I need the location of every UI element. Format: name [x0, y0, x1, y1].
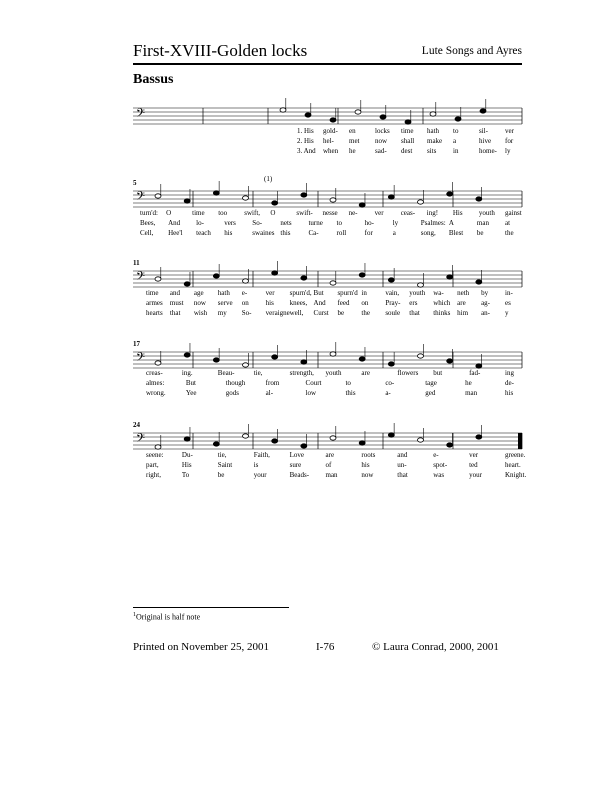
- lyric-syllable: en: [349, 127, 356, 135]
- bass-clef-icon: 𝄢: [136, 351, 146, 367]
- note-head: [305, 113, 311, 117]
- lyric-syllable: locks: [375, 127, 390, 135]
- note-head: [330, 118, 336, 122]
- lyric-syllable: wrong.: [146, 389, 166, 397]
- lyric-syllable: creas-: [146, 369, 163, 377]
- note-head: [272, 201, 278, 205]
- note-head: [243, 196, 249, 200]
- lyric-syllable: Court: [305, 379, 322, 387]
- note-head: [155, 194, 161, 198]
- note-head: [213, 442, 219, 446]
- lyric-syllable: thinks: [433, 309, 451, 317]
- lyric-syllable: song,: [420, 229, 436, 237]
- lyric-syllable: ver: [469, 451, 479, 459]
- staff-lines: [133, 189, 522, 211]
- lyric-syllable: ing!: [426, 209, 439, 217]
- lyric-syllable: heart.: [505, 461, 521, 469]
- lyric-syllable: Hee'l: [168, 229, 183, 237]
- note-head: [243, 279, 249, 283]
- lyric-syllable: man: [465, 389, 478, 397]
- lyric-syllable: Beads-: [289, 471, 310, 479]
- lyric-syllable: right,: [146, 471, 161, 479]
- lyric-syllable: gainst: [505, 209, 522, 217]
- note-head: [155, 361, 161, 365]
- lyric-syllable: knees,: [289, 299, 308, 307]
- staff: [133, 431, 522, 453]
- lyric-syllable: be: [337, 309, 345, 317]
- note-head: [301, 444, 307, 448]
- lyric-syllable: which: [433, 299, 451, 307]
- note-head: [184, 282, 190, 286]
- lyric-syllable: feed: [337, 299, 350, 307]
- note-head: [301, 193, 307, 197]
- lyric-syllable: a-: [385, 389, 391, 397]
- lyric-syllable: turn'd:: [140, 209, 158, 217]
- lyric-syllable: time: [146, 289, 159, 297]
- lyric-syllable: Saint: [217, 461, 233, 469]
- lyric-syllable: part,: [146, 461, 159, 469]
- lyric-syllable: y: [505, 309, 509, 317]
- header-rule: [133, 63, 522, 65]
- lyric-syllable: e-: [241, 289, 248, 297]
- lyric-syllable: time: [401, 127, 414, 135]
- note-head: [476, 364, 482, 368]
- note-head: [280, 108, 286, 112]
- bass-clef-icon: 𝄢: [136, 107, 146, 123]
- lyric-syllable: ly: [505, 147, 511, 155]
- lyric-syllable: he: [465, 379, 472, 387]
- note-head: [359, 441, 365, 445]
- lyric-syllable: His: [181, 461, 192, 469]
- lyric-syllable: turne: [308, 219, 323, 227]
- lyric-syllable: roots: [361, 451, 376, 459]
- note-head: [447, 359, 453, 363]
- note-head: [480, 109, 486, 113]
- lyric-syllable: Yee: [185, 389, 197, 397]
- note-head: [380, 115, 386, 119]
- note-head: [330, 436, 336, 440]
- lyric-syllable: 3. And: [297, 147, 316, 155]
- note-head: [213, 358, 219, 362]
- lyric-syllable: ly: [392, 219, 399, 227]
- lyric-syllable: spot-: [433, 461, 448, 469]
- lyric-syllable: nets: [280, 219, 292, 227]
- lyric-syllable: be: [217, 471, 225, 479]
- bass-clef-icon: 𝄢: [136, 432, 146, 448]
- collection-title: Lute Songs and Ayres: [421, 45, 522, 57]
- lyric-syllable: home-: [479, 147, 497, 155]
- lyric-syllable: of: [325, 461, 332, 469]
- lyric-syllable: time: [192, 209, 205, 217]
- lyric-syllable: fad-: [469, 369, 481, 377]
- lyric-syllable: serve: [217, 299, 233, 307]
- note-head: [476, 197, 482, 201]
- lyric-syllable: youth: [478, 209, 495, 217]
- note-head: [455, 117, 461, 121]
- lyric-syllable: ver: [265, 289, 275, 297]
- note-head: [359, 203, 365, 207]
- staff-lines: [133, 269, 522, 291]
- note-head: [155, 277, 161, 281]
- lyric-syllable: wa-: [433, 289, 444, 297]
- lyric-syllable: met: [349, 137, 360, 145]
- lyric-syllable: And: [313, 299, 326, 307]
- note-head: [405, 120, 411, 124]
- lyric-syllable: on: [241, 299, 249, 307]
- lyric-syllable: a: [392, 229, 396, 237]
- lyric-syllable: when: [323, 147, 339, 155]
- note-head: [272, 271, 278, 275]
- lyric-syllable: So-: [241, 309, 252, 317]
- copyright: © Laura Conrad, 2000, 2001: [372, 641, 499, 653]
- lyric-syllable: swaines: [252, 229, 275, 237]
- lyric-syllable: ing: [505, 369, 514, 377]
- lyric-syllable: are: [361, 369, 370, 377]
- lyric-syllable: spurn'd: [337, 289, 358, 297]
- lyric-syllable: almes:: [146, 379, 165, 387]
- lyric-syllable: ver: [505, 127, 514, 135]
- lyric-syllable: Du-: [181, 451, 193, 459]
- lyric-syllable: and: [169, 289, 181, 297]
- lyric-syllable: from: [265, 379, 280, 387]
- note-head: [184, 437, 190, 441]
- lyric-syllable: Curst: [313, 309, 329, 317]
- lyric-syllable: make: [427, 137, 443, 145]
- lyric-syllable: be: [476, 229, 484, 237]
- lyric-syllable: the: [505, 229, 514, 237]
- lyric-syllable: in: [361, 289, 367, 297]
- lyric-syllable: his: [505, 389, 514, 397]
- lyric-syllable: that: [409, 309, 420, 317]
- lyric-syllable: are: [457, 299, 466, 307]
- lyric-syllable: Bees,: [140, 219, 156, 227]
- page-number: I-76: [316, 641, 335, 653]
- note-head: [213, 274, 219, 278]
- staff: [133, 189, 522, 211]
- footnote: [133, 612, 200, 622]
- lyric-syllable: ho-: [364, 219, 374, 227]
- lyric-syllable: dest: [401, 147, 413, 155]
- lyric-syllable: A: [448, 219, 454, 227]
- lyric-syllable: tie,: [217, 451, 227, 459]
- lyric-syllable: sits: [427, 147, 437, 155]
- note-head: [447, 275, 453, 279]
- lyric-syllable: must: [169, 299, 184, 307]
- lyric-syllable: your: [469, 471, 482, 479]
- lyric-syllable: veraigne: [265, 309, 290, 317]
- lyric-syllable: in: [453, 147, 459, 155]
- lyric-syllable: O: [270, 209, 276, 217]
- lyric-syllable: your: [253, 471, 267, 479]
- lyric-syllable: though: [225, 379, 246, 387]
- lyric-syllable: sad-: [375, 147, 387, 155]
- lyric-syllable: So-: [252, 219, 263, 227]
- lyric-syllable: gods: [225, 389, 239, 397]
- lyric-syllable: Cell,: [140, 229, 154, 237]
- final-barline: [518, 433, 522, 449]
- staff-lines: [133, 106, 522, 128]
- lyric-syllable: de-: [505, 379, 514, 387]
- lyric-syllable: ted: [469, 461, 478, 469]
- lyric-syllable: gold-: [323, 127, 338, 135]
- note-head: [243, 434, 249, 438]
- lyric-syllable: are: [325, 451, 335, 459]
- lyric-syllable: that: [397, 471, 408, 479]
- note-head: [213, 191, 219, 195]
- lyric-syllable: by: [481, 289, 489, 297]
- note-head: [330, 198, 336, 202]
- footnote-marker: (1): [264, 175, 273, 183]
- footnote-text: Original is half note: [136, 612, 201, 622]
- lyric-syllable: the: [361, 309, 370, 317]
- lyric-syllable: this: [280, 229, 291, 237]
- lyric-syllable: ne-: [348, 209, 358, 217]
- lyric-syllable: ers: [409, 299, 418, 307]
- lyric-syllable: Pray-: [385, 299, 401, 307]
- lyric-syllable: Knight.: [505, 471, 527, 479]
- note-head: [155, 445, 161, 449]
- lyric-syllable: well,: [289, 309, 304, 317]
- lyric-syllable: 1. His: [297, 127, 314, 135]
- lyric-syllable: his: [361, 461, 370, 469]
- footnote-rule: [133, 607, 289, 608]
- note-head: [388, 433, 394, 437]
- lyric-syllable: hearts: [146, 309, 163, 317]
- staff: [133, 106, 522, 128]
- lyric-syllable: neth: [457, 289, 470, 297]
- lyric-syllable: too: [218, 209, 228, 217]
- lyric-syllable: Beau-: [217, 369, 235, 377]
- lyric-syllable: he: [349, 147, 356, 155]
- measure-number: 11: [133, 259, 140, 267]
- lyric-syllable: roll: [336, 229, 347, 237]
- lyric-syllable: ged: [425, 389, 436, 397]
- lyric-syllable: lo-: [196, 219, 204, 227]
- lyric-syllable: vain,: [385, 289, 400, 297]
- measure-number: 17: [133, 340, 140, 348]
- lyric-syllable: teach: [196, 229, 211, 237]
- lyric-syllable: nesse: [322, 209, 338, 217]
- lyric-syllable: Ca-: [308, 229, 319, 237]
- lyric-syllable: strength,: [289, 369, 314, 377]
- lyric-syllable: shall: [401, 137, 415, 145]
- lyric-syllable: tage: [425, 379, 437, 387]
- lyric-syllable: youth: [409, 289, 426, 297]
- lyric-syllable: a: [453, 137, 457, 145]
- staff: [133, 269, 522, 291]
- lyric-syllable: ing.: [181, 369, 193, 377]
- lyric-syllable: now: [193, 299, 206, 307]
- measure-number: 24: [133, 421, 140, 429]
- lyric-syllable: His: [452, 209, 463, 217]
- lyric-syllable: this: [345, 389, 356, 397]
- lyric-syllable: hel-: [323, 137, 334, 145]
- lyric-syllable: ver: [374, 209, 384, 217]
- note-head: [476, 280, 482, 284]
- lyric-syllable: vers: [224, 219, 236, 227]
- lyric-syllable: swift,: [244, 209, 261, 217]
- lyric-syllable: hath: [217, 289, 230, 297]
- note-head: [243, 363, 249, 367]
- lyric-syllable: Blest: [448, 229, 464, 237]
- note-head: [272, 439, 278, 443]
- note-head: [359, 357, 365, 361]
- lyric-syllable: sil-: [479, 127, 488, 135]
- lyric-syllable: an-: [481, 309, 491, 317]
- note-head: [418, 200, 424, 204]
- lyric-syllable: man: [325, 471, 338, 479]
- lyric-syllable: my: [217, 309, 227, 317]
- note-head: [388, 362, 394, 366]
- lyric-syllable: hive: [479, 137, 492, 145]
- lyric-syllable: hath: [427, 127, 440, 135]
- lyric-syllable: was: [433, 471, 445, 479]
- lyric-syllable: ceas-: [400, 209, 416, 217]
- note-head: [418, 283, 424, 287]
- lyric-syllable: O: [166, 209, 172, 217]
- lyric-syllable: To: [181, 471, 190, 479]
- lyric-syllable: for: [364, 229, 373, 237]
- lyric-syllable: is: [253, 461, 259, 469]
- note-head: [272, 355, 278, 359]
- lyric-syllable: And: [168, 219, 181, 227]
- note-head: [184, 199, 190, 203]
- lyric-syllable: now: [361, 471, 374, 479]
- lyric-syllable: low: [305, 389, 317, 397]
- lyric-syllable: to: [453, 127, 459, 135]
- lyric-syllable: youth: [325, 369, 342, 377]
- lyric-syllable: that: [169, 309, 181, 317]
- lyric-syllable: his: [265, 299, 274, 307]
- lyric-syllable: co-: [385, 379, 395, 387]
- footnote-mark: 1: [133, 612, 136, 618]
- bass-clef-icon: 𝄢: [136, 270, 146, 286]
- lyric-syllable: man: [476, 219, 489, 227]
- lyric-syllable: wish: [193, 309, 208, 317]
- lyric-syllable: 2. His: [297, 137, 314, 145]
- lyric-syllable: sure: [289, 461, 302, 469]
- lyric-syllable: e-: [433, 451, 439, 459]
- lyric-syllable: al-: [265, 389, 274, 397]
- note-head: [355, 110, 361, 114]
- lyric-syllable: in-: [505, 289, 513, 297]
- note-head: [388, 278, 394, 282]
- note-head: [330, 352, 336, 356]
- lyric-syllable: Faith,: [253, 451, 270, 459]
- note-head: [447, 443, 453, 447]
- lyric-syllable: seene:: [146, 451, 164, 459]
- lyric-syllable: But: [313, 289, 324, 297]
- note-head: [418, 354, 424, 358]
- lyric-syllable: spurn'd,: [289, 289, 312, 297]
- note-head: [184, 353, 190, 357]
- lyric-syllable: for: [505, 137, 514, 145]
- lyric-syllable: un-: [397, 461, 407, 469]
- note-head: [330, 281, 336, 285]
- lyric-syllable: Love: [289, 451, 304, 459]
- lyric-syllable: But: [185, 379, 196, 387]
- lyric-syllable: him: [457, 309, 469, 317]
- lyric-syllable: greene.: [505, 451, 526, 459]
- lyric-syllable: and: [397, 451, 408, 459]
- lyric-syllable: to: [345, 379, 351, 387]
- lyric-syllable: now: [375, 137, 388, 145]
- bass-clef-icon: 𝄢: [136, 190, 146, 206]
- part-name: Bassus: [133, 72, 174, 87]
- lyric-syllable: age: [193, 289, 204, 297]
- lyric-syllable: ag-: [481, 299, 491, 307]
- song-title: First-XVIII-Golden locks: [133, 41, 308, 60]
- lyric-syllable: flowers: [397, 369, 419, 377]
- lyric-syllable: soule: [385, 309, 401, 317]
- lyric-syllable: on: [361, 299, 369, 307]
- note-head: [301, 360, 307, 364]
- note-head: [418, 438, 424, 442]
- lyric-syllable: at: [505, 219, 511, 227]
- lyric-syllable: swift-: [296, 209, 313, 217]
- note-head: [430, 112, 436, 116]
- note-head: [359, 273, 365, 277]
- lyric-syllable: armes: [146, 299, 163, 307]
- lyric-syllable: but: [433, 369, 443, 377]
- lyric-syllable: his: [224, 229, 233, 237]
- print-date: Printed on November 25, 2001: [133, 641, 269, 653]
- lyric-syllable: es: [505, 299, 511, 307]
- measure-number: 5: [133, 179, 137, 187]
- note-head: [447, 192, 453, 196]
- lyric-syllable: Psalmes:: [420, 219, 446, 227]
- staff-lines: [133, 431, 522, 453]
- lyric-syllable: to: [336, 219, 342, 227]
- note-head: [476, 435, 482, 439]
- lyric-syllable: tie,: [253, 369, 263, 377]
- note-head: [301, 276, 307, 280]
- note-head: [388, 195, 394, 199]
